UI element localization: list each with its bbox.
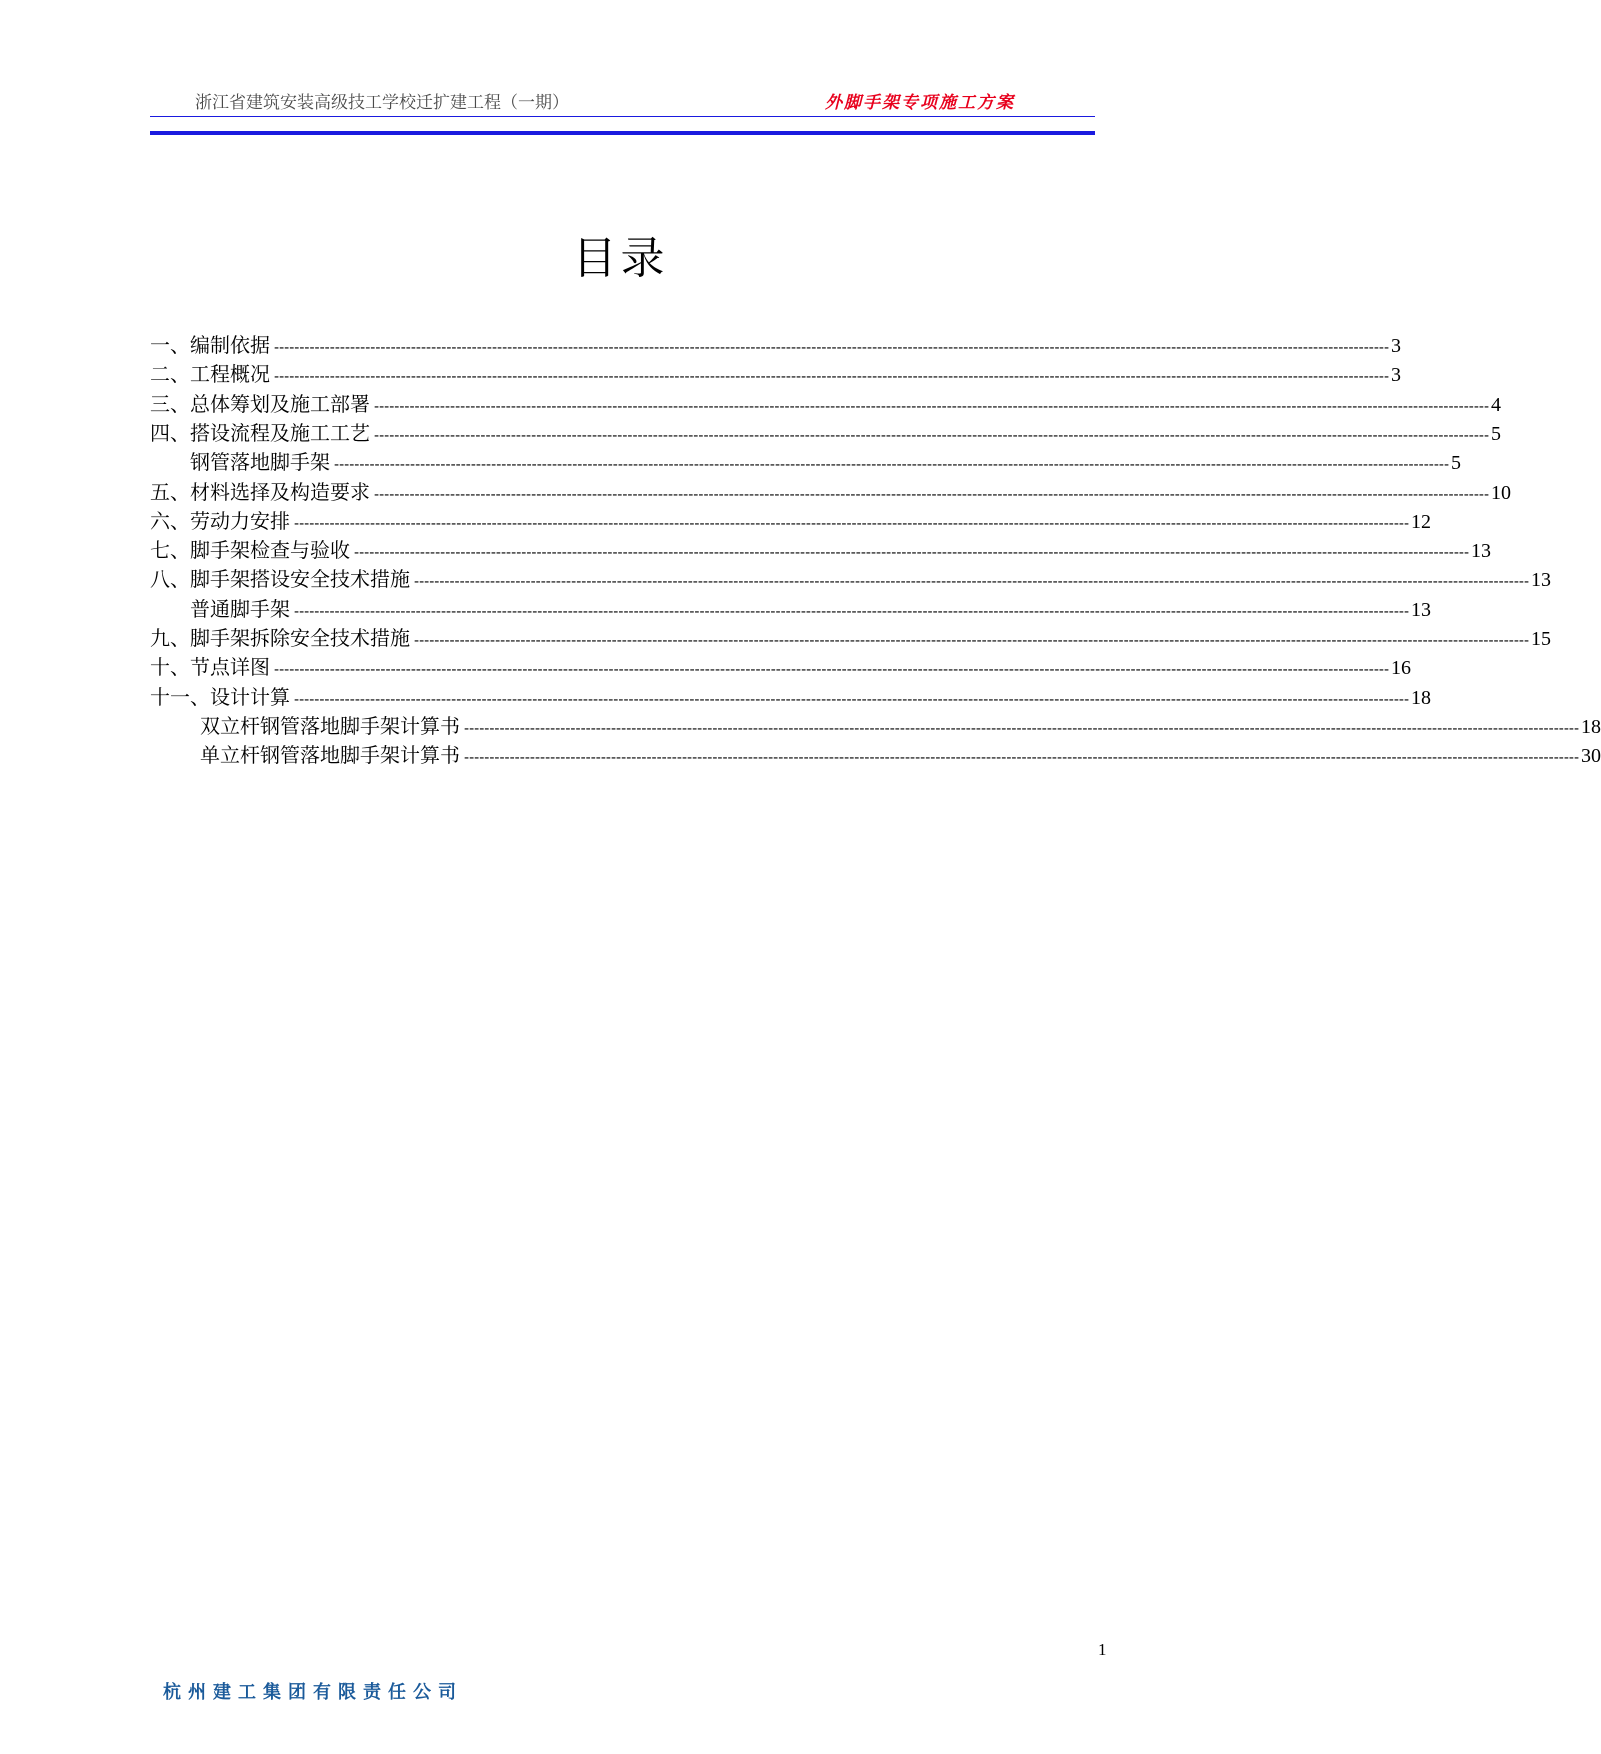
toc-entry[interactable]: [150, 389, 1502, 419]
toc-entry-title: 九、脚手架拆除安全技术措施: [150, 626, 410, 650]
toc-entry-title: 普通脚手架: [190, 596, 290, 621]
toc-entry[interactable]: [190, 447, 1462, 477]
toc-entry[interactable]: [150, 623, 1552, 653]
toc-entry-page: 3: [1391, 335, 1402, 357]
toc-entry-title: 七、脚手架检查与验收: [150, 538, 350, 563]
toc-entry[interactable]: [190, 594, 1432, 624]
toc-entry-page: 3: [1391, 364, 1402, 387]
toc-dot-leader: ----------------------------------------------------------------------------------------------------------------------------------------------------------------------------------------------------------------------------: [414, 631, 1530, 649]
toc-dot-leader: ----------------------------------------------------------------------------------------------------------------------------------------------------------------------------------------------------------------------------: [464, 748, 1580, 767]
toc-dot-leader: ----------------------------------------------------------------------------------------------------------------------------------------------------------------------------------------------------------------------------: [374, 484, 1490, 503]
toc-dot-leader: ----------------------------------------------------------------------------------------------------------------------------------------------------------------------------------------------------------------------------: [334, 455, 1450, 474]
toc-entry-page: 4: [1491, 393, 1502, 416]
toc-dot-leader: ----------------------------------------------------------------------------------------------------------------------------------------------------------------------------------------------------------------------------: [274, 660, 1390, 679]
toc-dot-leader: ----------------------------------------------------------------------------------------------------------------------------------------------------------------------------------------------------------------------------: [274, 367, 1390, 386]
header-rule-thin: [150, 116, 1095, 117]
toc-entry-title: 五、材料选择及构造要求: [150, 479, 370, 504]
toc-entry[interactable]: [200, 740, 1601, 770]
toc-entry[interactable]: [150, 477, 1512, 507]
toc-dot-leader: ----------------------------------------------------------------------------------------------------------------------------------------------------------------------------------------------------------------------------: [374, 425, 1490, 444]
toc-entry-title: 单立杆钢管落地脚手架计算书: [200, 743, 460, 768]
toc-entry[interactable]: [150, 418, 1502, 448]
toc-entry-title: 六、劳动力安排: [150, 508, 290, 533]
page-number: 1: [1098, 1640, 1107, 1659]
toc-entry-title: 十、节点详图: [150, 655, 270, 680]
toc-dot-leader: ----------------------------------------------------------------------------------------------------------------------------------------------------------------------------------------------------------------------------: [274, 338, 1390, 356]
toc-entry[interactable]: [150, 359, 1402, 389]
toc-entry-title: 八、脚手架搭设安全技术措施: [150, 567, 410, 592]
header-project-name: 浙江省建筑安装高级技工学校迁扩建工程（一期）: [195, 93, 569, 113]
toc-entry-page: 5: [1491, 422, 1502, 445]
toc-entry-title: 三、总体筹划及施工部署: [150, 391, 370, 416]
toc-entry-title: 二、工程概况: [150, 362, 270, 387]
toc-entry-page: 18: [1581, 715, 1601, 738]
toc-entry[interactable]: [200, 711, 1601, 741]
toc-dot-leader: ----------------------------------------------------------------------------------------------------------------------------------------------------------------------------------------------------------------------------: [294, 513, 1410, 532]
toc-entry-page: 18: [1411, 686, 1432, 709]
toc-entry-page: 5: [1451, 452, 1462, 475]
toc-entry[interactable]: [150, 682, 1432, 712]
header-document-type: 外脚手架专项施工方案: [825, 93, 1015, 113]
toc-entry-title: 一、编制依据: [150, 333, 270, 357]
toc-dot-leader: ----------------------------------------------------------------------------------------------------------------------------------------------------------------------------------------------------------------------------: [294, 601, 1410, 620]
toc-entry-page: 16: [1391, 657, 1412, 680]
footer-company-name: 杭州建工集团有限责任公司: [163, 1682, 463, 1703]
toc-entry-page: 15: [1531, 628, 1552, 650]
toc-entry[interactable]: [150, 506, 1432, 536]
toc-entry-page: 13: [1531, 569, 1552, 592]
toc-entry-page: 13: [1411, 598, 1432, 621]
toc-entry-title: 十一、设计计算: [150, 684, 290, 709]
toc-dot-leader: ----------------------------------------------------------------------------------------------------------------------------------------------------------------------------------------------------------------------------: [374, 396, 1490, 415]
toc-dot-leader: ----------------------------------------------------------------------------------------------------------------------------------------------------------------------------------------------------------------------------: [294, 689, 1410, 708]
toc-entry[interactable]: [150, 652, 1412, 682]
toc-entry[interactable]: [150, 564, 1552, 594]
page-header: [150, 84, 1095, 134]
toc-entry-page: 30: [1581, 745, 1601, 768]
toc-entry[interactable]: [150, 330, 1402, 360]
toc-entry-title: 双立杆钢管落地脚手架计算书: [200, 713, 460, 738]
toc-entry-title: 四、搭设流程及施工工艺: [150, 420, 370, 445]
toc-entry-page: 12: [1411, 510, 1432, 533]
toc-entry-page: 10: [1491, 481, 1512, 504]
toc-entry-title: 钢管落地脚手架: [190, 450, 330, 475]
toc-dot-leader: ----------------------------------------------------------------------------------------------------------------------------------------------------------------------------------------------------------------------------: [414, 572, 1530, 591]
toc-dot-leader: ----------------------------------------------------------------------------------------------------------------------------------------------------------------------------------------------------------------------------: [354, 543, 1470, 562]
page-title: 目录: [572, 233, 669, 284]
toc-entry-page: 13: [1471, 540, 1492, 563]
header-rule-thick: [150, 131, 1095, 135]
toc-entry[interactable]: [150, 535, 1492, 565]
toc-dot-leader: ----------------------------------------------------------------------------------------------------------------------------------------------------------------------------------------------------------------------------: [464, 718, 1580, 737]
